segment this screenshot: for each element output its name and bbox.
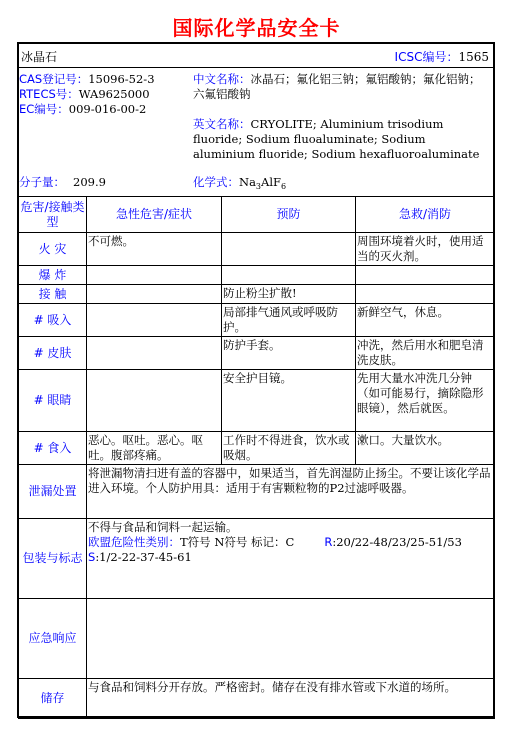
eyes-prevention: 安全护目镜。 — [222, 370, 356, 432]
cas-line — [19, 72, 189, 87]
emergency-label: 应急响应 — [19, 599, 87, 679]
ec-value: 009-016-00-2 — [68, 102, 147, 116]
row-type-explosion: 爆 炸 — [19, 266, 87, 285]
rtecs-line — [19, 87, 189, 102]
eu-class-value: T符号 N符号 标记：C — [180, 535, 295, 549]
eyes-aid: 先用大量水冲洗几分钟（如可能易行，摘除隐形眼镜），然后就医。 — [356, 370, 495, 432]
formula-label: 化学式： — [193, 175, 239, 189]
contact-aid — [356, 285, 495, 304]
s-phrase-label: S — [88, 550, 96, 564]
table-row — [19, 285, 495, 304]
table-row — [19, 233, 495, 266]
s-phrase-value: :1/2-22-37-45-61 — [95, 550, 192, 564]
fire-prevention — [222, 233, 356, 266]
inhalation-prevention: 局部排气通风或呼吸防护。 — [222, 304, 356, 337]
explosion-prevention — [222, 266, 356, 285]
rtecs-label: RTECS号： — [19, 87, 79, 101]
r-phrase-label: R — [324, 535, 333, 549]
icsc-number — [395, 48, 489, 65]
packaging-eu-line — [88, 535, 493, 550]
chemical-name: 冰晶石 — [21, 50, 58, 64]
row-type-contact: 接 触 — [19, 285, 87, 304]
table-header-row — [19, 197, 495, 233]
fire-hazard: 不可燃。 — [87, 233, 222, 266]
header-first-aid: 急救/消防 — [356, 197, 495, 233]
storage-text: 与食品和饲料分开存放。严格密封。储存在没有排水管或下水道的场所。 — [87, 679, 495, 719]
mw-label: 分子量： — [19, 175, 65, 189]
row-type-inhalation: # 吸入 — [19, 304, 87, 337]
card-title: 国际化学品安全卡 — [172, 16, 341, 40]
rtecs-value: WA9625000 — [78, 87, 150, 101]
packaging-s-line — [88, 550, 493, 565]
mw-value: 209.9 — [73, 175, 106, 189]
explosion-hazard — [87, 266, 222, 285]
table-row — [19, 304, 495, 337]
cn-name-value: 冰晶石；氟化铝三钠；氟铝酸钠；氟化铝钠；六氟铝酸钠 — [193, 72, 481, 101]
cn-name — [193, 72, 491, 102]
storage-label: 储存 — [19, 679, 87, 719]
icsc-label: ICSC编号： — [394, 50, 459, 64]
contact-prevention: 防止粉尘扩散! — [222, 285, 356, 304]
table-row — [19, 432, 495, 465]
skin-aid: 冲洗，然后用水和肥皂清洗皮肤。 — [356, 337, 495, 370]
formula-b-sub: 6 — [280, 182, 287, 191]
row-type-fire: 火 灾 — [19, 233, 87, 266]
table-row — [19, 370, 495, 432]
packaging-content — [87, 519, 495, 599]
skin-prevention: 防护手套。 — [222, 337, 356, 370]
explosion-aid — [356, 266, 495, 285]
packaging-row — [19, 519, 495, 599]
en-name-label: 英文名称： — [193, 117, 251, 131]
name-row — [17, 42, 495, 68]
spill-text: 将泄漏物清扫进有盖的容器中，如果适当，首先润湿防止扬尘。不要让该化学品进入环境。个人防护用具：适用于有害颗粒物的P2过滤呼吸器。 — [87, 465, 495, 519]
row-type-eyes: # 眼睛 — [19, 370, 87, 432]
registry-ids — [19, 72, 189, 117]
eyes-hazard — [87, 370, 222, 432]
cas-label: CAS登记号： — [19, 72, 89, 86]
ingestion-prevention: 工作时不得进食，饮水或吸烟。 — [222, 432, 356, 465]
table-row — [19, 266, 495, 285]
packaging-line1: 不得与食品和饲料一起运输。 — [88, 520, 238, 534]
contact-hazard — [87, 285, 222, 304]
cas-value: 15096-52-3 — [88, 72, 155, 86]
table-row — [19, 337, 495, 370]
header-acute-hazard: 急性危害/症状 — [87, 197, 222, 233]
ingestion-hazard: 恶心。呕吐。恶心。呕吐。腹部疼痛。 — [87, 432, 222, 465]
formula-a: Na — [239, 175, 256, 189]
ingestion-aid: 漱口。大量饮水。 — [356, 432, 495, 465]
inhalation-hazard — [87, 304, 222, 337]
formula-b: AlF — [261, 175, 281, 189]
r-phrase-value: :20/22-48/23/25-51/53 — [332, 535, 462, 549]
formula — [193, 175, 491, 194]
row-type-skin: # 皮肤 — [19, 337, 87, 370]
molecular-weight — [19, 175, 189, 190]
inhalation-aid: 新鲜空气，休息。 — [356, 304, 495, 337]
hazard-table — [18, 196, 495, 719]
fire-aid: 周围环境着火时，使用适当的灭火剂。 — [356, 233, 495, 266]
emergency-text — [87, 599, 495, 679]
header-prevention: 预防 — [222, 197, 356, 233]
row-type-ingestion: # 食入 — [19, 432, 87, 465]
en-name — [193, 117, 491, 162]
spill-row — [19, 465, 495, 519]
packaging-label: 包装与标志 — [19, 519, 87, 599]
ec-line — [19, 102, 189, 117]
header-exposure-type: 危害/接触类型 — [19, 197, 87, 233]
emergency-row — [19, 599, 495, 679]
eu-class-label: 欧盟危险性类别： — [88, 535, 180, 549]
storage-row — [19, 679, 495, 719]
spill-label: 泄漏处置 — [19, 465, 87, 519]
formula-a-sub: 3 — [255, 182, 262, 191]
en-name-value: CRYOLITE; Aluminium trisodium fluoride; Sodium fluoaluminate; Sodium aluminium fluoride; Sodium hexafluoroaluminate — [193, 117, 480, 161]
icsc-value: 1565 — [458, 50, 489, 64]
skin-hazard — [87, 337, 222, 370]
ec-label: EC编号： — [19, 102, 69, 116]
cn-name-label: 中文名称： — [193, 72, 251, 86]
